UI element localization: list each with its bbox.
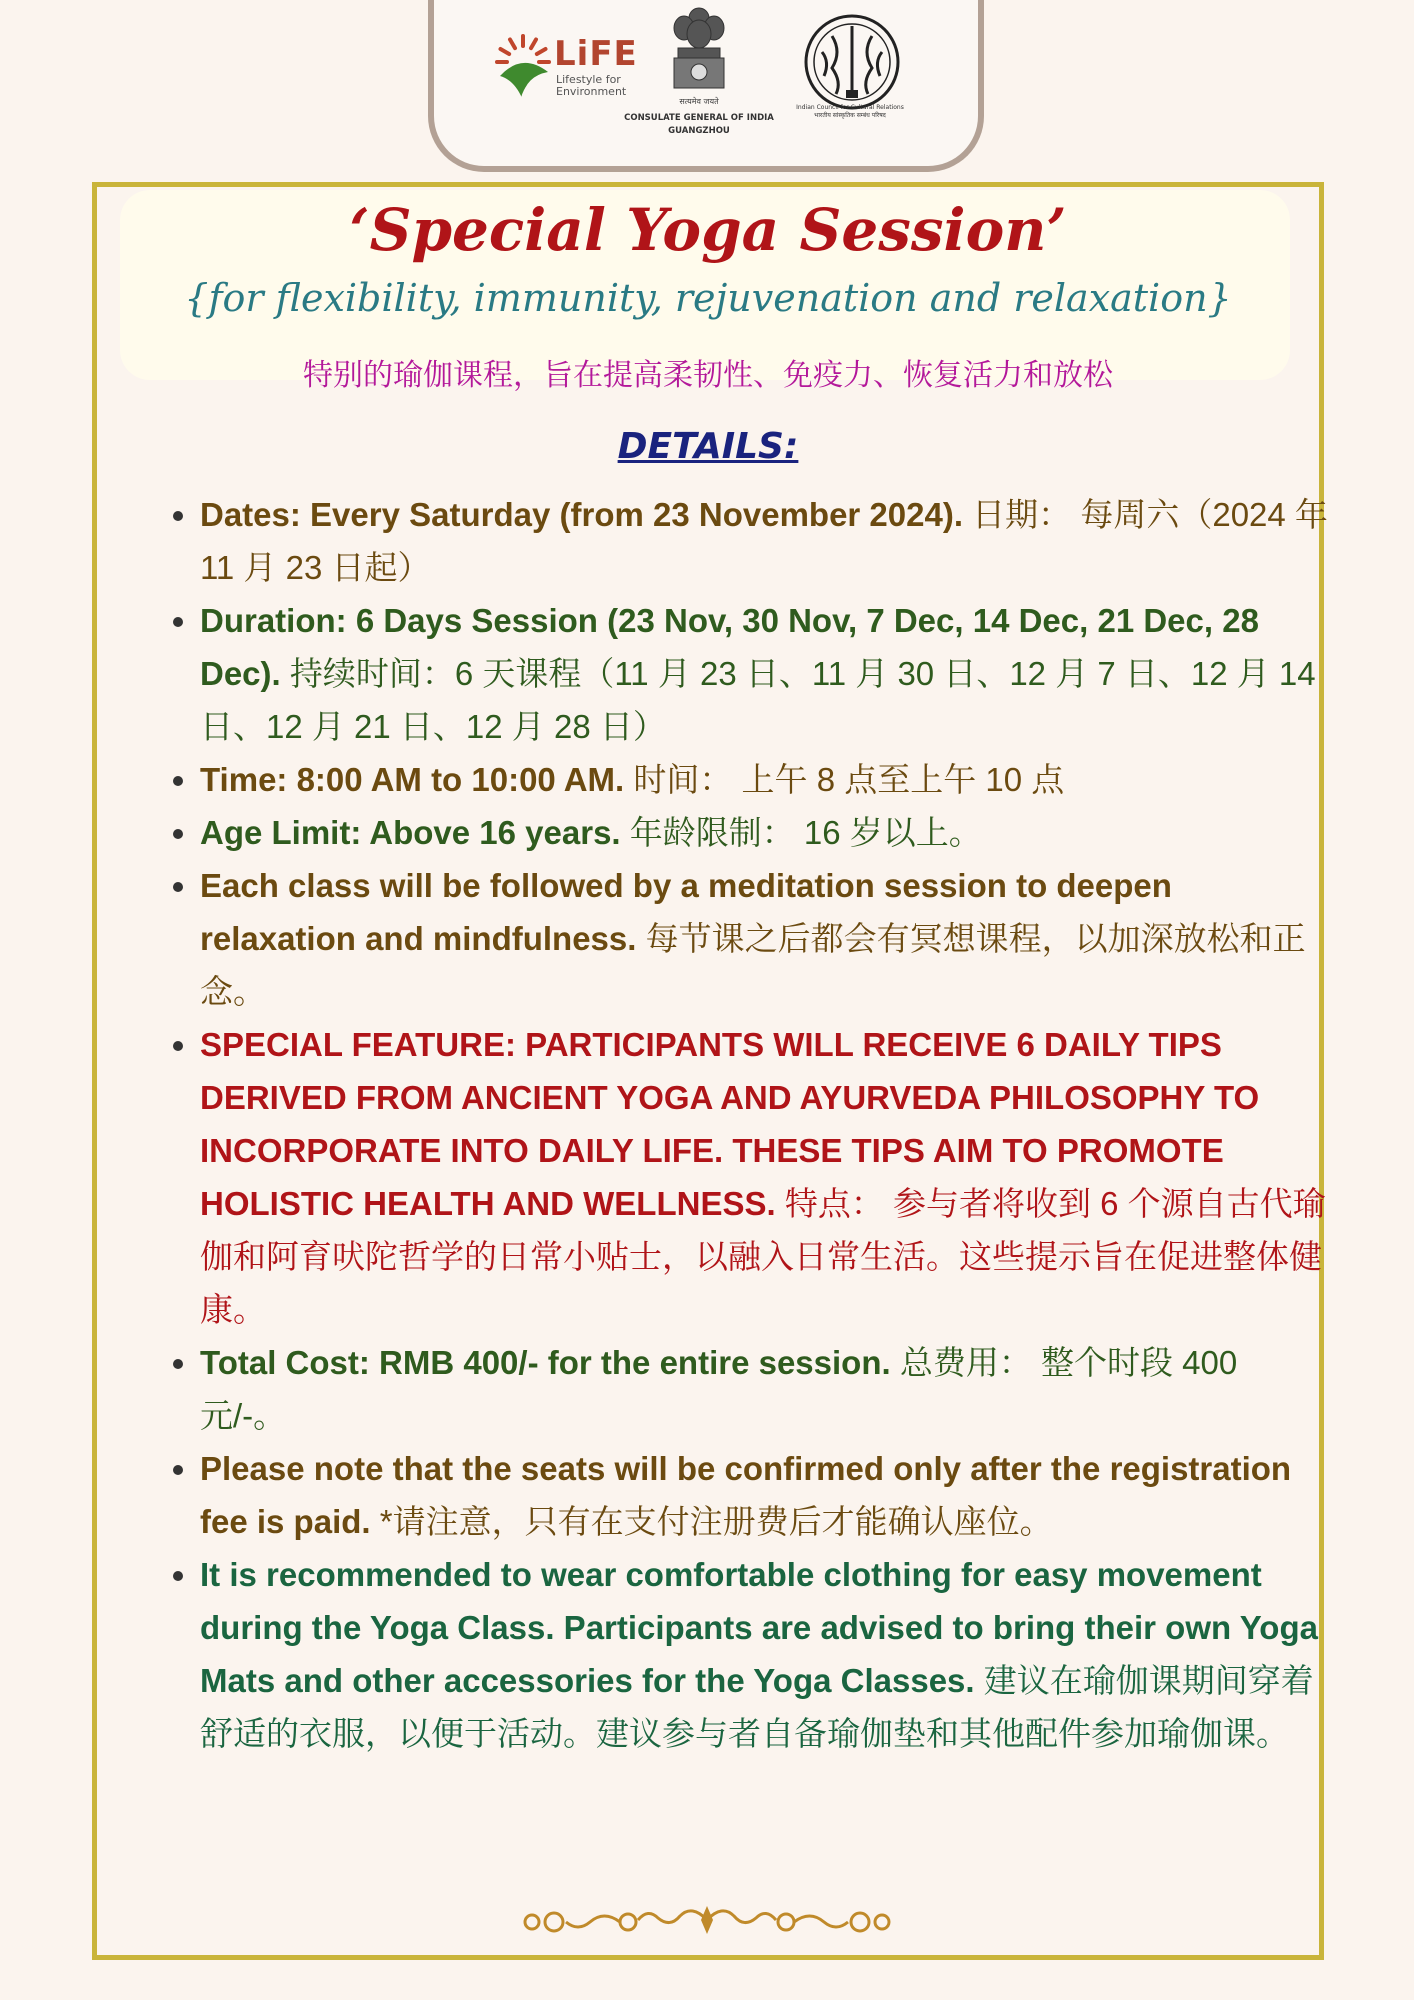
list-item-age <box>200 806 1330 859</box>
national-emblem-icon <box>664 2 734 102</box>
special-feature-zh: 特点： 参与者将收到 6 个源自古代瑜伽和阿育吠陀哲学的日常小贴士，以融入日常生活。这些提示旨在促进整体健康。 <box>200 1185 1326 1328</box>
duration-zh: 持续时间：6 天课程（11 月 23 日、11 月 30 日、12 月 7 日、12 月 14 日、12 月 21 日、12 月 28 日） <box>200 655 1316 745</box>
list-item-duration <box>200 594 1330 753</box>
iccr-name-en: Indian Council for Cultural Relations <box>796 104 904 111</box>
list-item-registration-note <box>200 1442 1330 1548</box>
life-logo-text: LiFE <box>554 34 638 74</box>
clothing-zh: 建议在瑜伽课期间穿着舒适的衣服，以便于活动。建议参与者自备瑜伽垫和其他配件参加瑜伽课。 <box>200 1662 1314 1752</box>
duration-en: Duration: 6 Days Session (23 Nov, 30 Nov, 7 Dec, 14 Dec, 21 Dec, 28 Dec). <box>200 602 1259 692</box>
poster-subtitle: {for flexibility, immunity, rejuvenation and relaxation} <box>184 276 1232 320</box>
meditation-en: Each class will be followed by a meditation session to deepen relaxation and mindfulness. <box>200 867 1172 957</box>
details-heading: DETAILS: <box>617 426 799 467</box>
consulate-line-2: GUANGZHOU <box>668 126 730 136</box>
list-item-time <box>200 753 1330 806</box>
emblem-motto: सत्यमेव जयते <box>679 97 719 106</box>
iccr-logo-icon <box>802 12 902 112</box>
list-item-dates <box>200 488 1330 594</box>
life-logo <box>492 28 652 108</box>
cost-en: Total Cost: RMB 400/- for the entire session. <box>200 1344 891 1381</box>
list-item-cost <box>200 1336 1330 1442</box>
meditation-zh: 每节课之后都会有冥想课程，以加深放松和正念。 <box>200 920 1306 1010</box>
list-item-clothing <box>200 1548 1330 1760</box>
list-item-special-feature <box>200 1018 1330 1336</box>
list-item-meditation <box>200 859 1330 1018</box>
poster-title: ‘Special Yoga Session’ <box>349 196 1067 264</box>
poster-chinese-subtitle: 特别的瑜伽课程，旨在提高柔韧性、免疫力、恢复活力和放松 <box>303 358 1113 393</box>
age-zh: 年龄限制： 16 岁以上。 <box>620 814 982 851</box>
consulate-name <box>614 112 784 138</box>
note-zh: *请注意，只有在支付注册费后才能确认座位。 <box>370 1503 1053 1540</box>
time-en: Time: 8:00 AM to 10:00 AM. <box>200 761 625 798</box>
note-en: Please note that the seats will be confirmed only after the registration fee is paid. <box>200 1450 1292 1540</box>
details-list <box>160 488 1330 1760</box>
iccr-name-hi: भारतीय सांस्कृतिक सम्बंध परिषद <box>814 112 886 119</box>
dates-en: Dates: Every Saturday (from 23 November 2024). <box>200 496 963 533</box>
consulate-line-1: CONSULATE GENERAL OF INDIA <box>624 113 774 123</box>
time-zh: 时间： 上午 8 点至上午 10 点 <box>624 761 1065 798</box>
ornament-divider-icon <box>520 1898 894 1942</box>
header-logos-tab <box>428 0 984 172</box>
dates-zh: 日期： 每周六（2024 年 11 月 23 日起） <box>200 496 1328 586</box>
iccr-name <box>794 104 906 120</box>
life-logo-subtext: Lifestyle for Environment <box>556 73 627 98</box>
special-feature-en: SPECIAL FEATURE: PARTICIPANTS WILL RECEIVE 6 DAILY TIPS DERIVED FROM ANCIENT YOGA AND AYURVEDA PHILOSOPHY TO INCORPORATE INTO DAILY LIFE. THESE TIPS AIM TO PROMOTE HOLISTIC HEALTH AND WELLNESS. <box>200 1026 1260 1222</box>
life-sun-leaf-icon <box>492 32 554 102</box>
clothing-en: It is recommended to wear comfortable clothing for easy movement during the Yoga Class. Participants are advised to bring their own Yoga Mats and other accessories for the Yoga Classes. <box>200 1556 1318 1699</box>
age-en: Age Limit: Above 16 years. <box>200 814 621 851</box>
cost-zh: 总费用： 整个时段 400 元/-。 <box>200 1344 1238 1434</box>
